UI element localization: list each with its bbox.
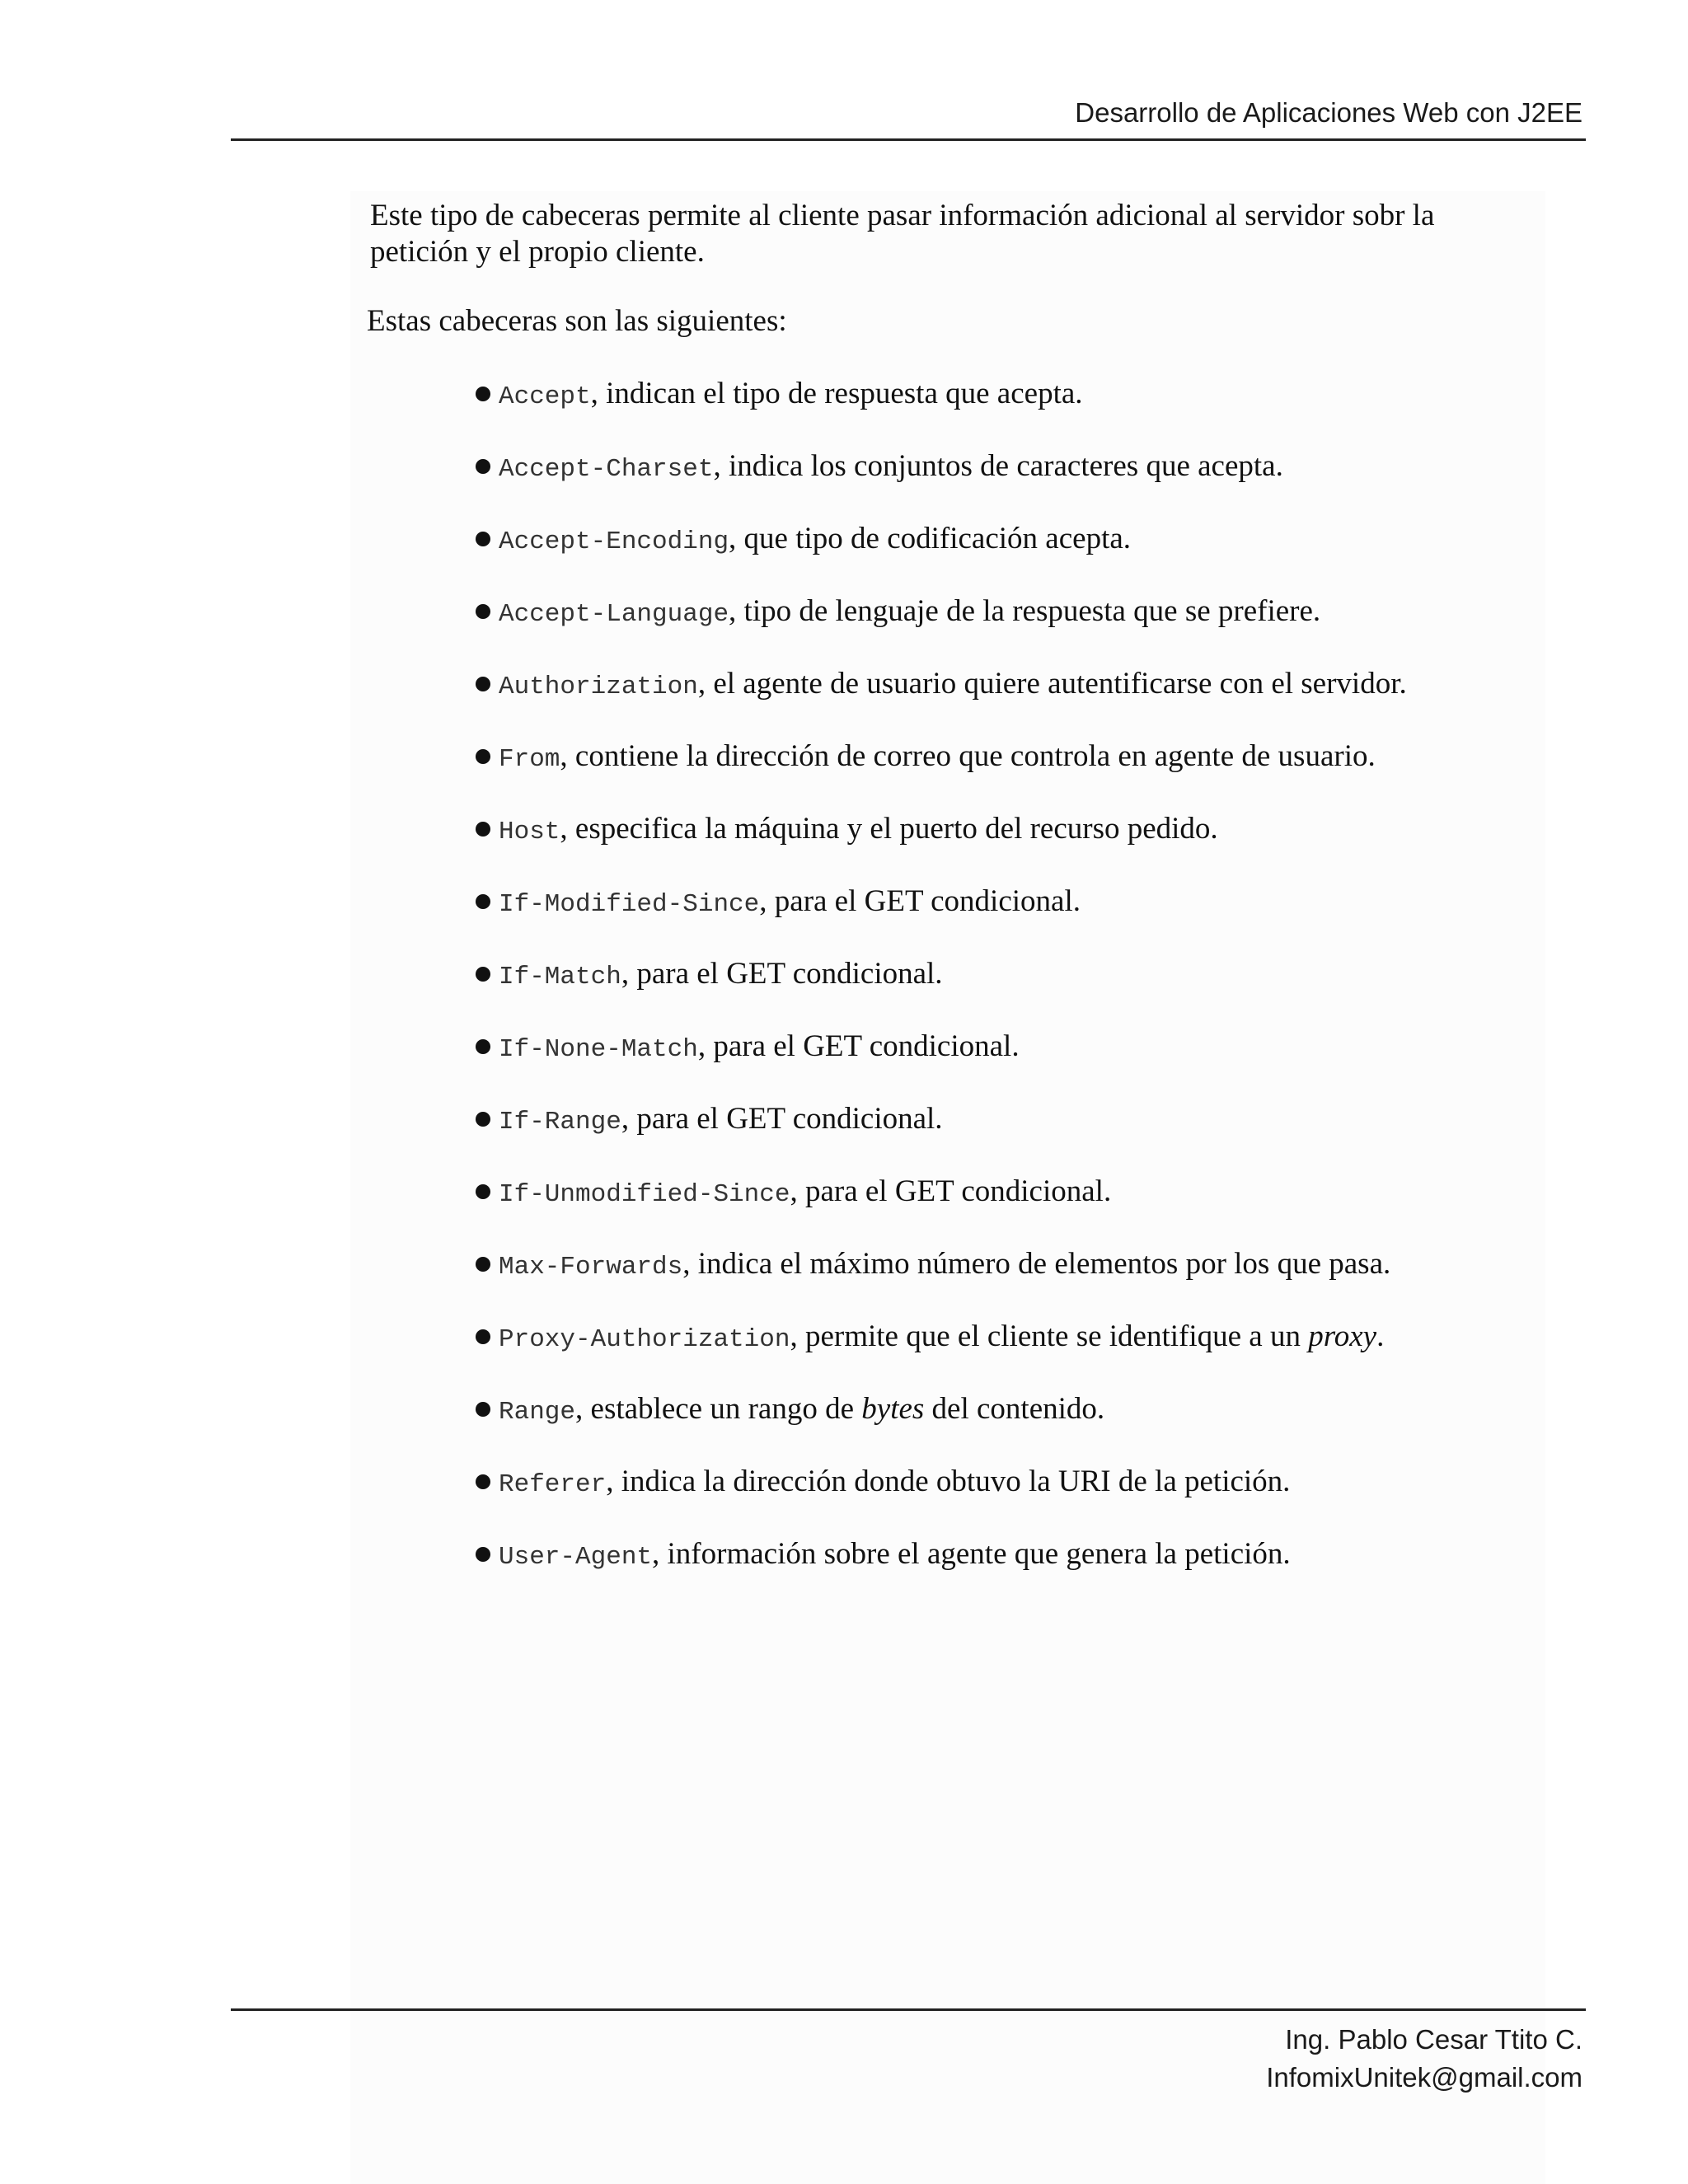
header-name: Range xyxy=(499,1398,576,1427)
bullet-icon xyxy=(476,459,490,474)
header-description: , indica el máximo número de elementos por los que pasa. xyxy=(682,1247,1391,1281)
header-name: If-Modified-Since xyxy=(499,890,760,919)
header-description: , para el GET condicional. xyxy=(697,1029,1020,1063)
list-item xyxy=(367,448,1537,521)
document-title: Desarrollo de Aplicaciones Web con J2EE xyxy=(1075,97,1582,128)
header-description: , para el GET condicional. xyxy=(790,1174,1112,1208)
header-name: If-Range xyxy=(499,1108,621,1137)
header-name: Referer xyxy=(499,1470,607,1499)
header-description: , que tipo de codificación acepta. xyxy=(729,522,1132,555)
header-name: Proxy-Authorization xyxy=(499,1325,790,1354)
header-name: Accept-Encoding xyxy=(499,527,729,556)
header-description: , para el GET condicional. xyxy=(621,1102,943,1136)
bullet-icon xyxy=(476,1402,490,1417)
header-name: Max-Forwards xyxy=(499,1253,683,1282)
list-item xyxy=(367,666,1537,738)
header-name: If-Unmodified-Since xyxy=(499,1180,790,1209)
list-item xyxy=(367,521,1537,593)
header-name: If-None-Match xyxy=(499,1035,698,1064)
header-name: Accept-Charset xyxy=(499,455,714,484)
list-item xyxy=(367,1101,1537,1174)
header-description-emphasis: bytes xyxy=(861,1392,925,1426)
header-description: , especifica la máquina y el puerto del recurso pedido. xyxy=(560,812,1218,846)
list-item xyxy=(367,1536,1537,1609)
header-name: From xyxy=(499,745,560,774)
header-description-end: del contenido. xyxy=(924,1392,1105,1426)
bullet-icon xyxy=(476,1039,490,1054)
header-description: , indica la dirección donde obtuvo la URI de la petición. xyxy=(606,1465,1291,1498)
list-item xyxy=(367,811,1537,883)
page-footer xyxy=(231,2008,1586,2093)
footer-email: InfomixUnitek@gmail.com xyxy=(1266,2062,1582,2093)
bullet-icon xyxy=(476,822,490,837)
bullet-icon xyxy=(476,1474,490,1489)
header-name: User-Agent xyxy=(499,1543,653,1572)
footer-author: Ing. Pablo Cesar Ttito C. xyxy=(1285,2024,1582,2055)
list-item xyxy=(367,1029,1537,1101)
bullet-icon xyxy=(476,1184,490,1199)
bullet-icon xyxy=(476,1329,490,1344)
footer-contact xyxy=(1266,2021,1582,2097)
bullet-icon xyxy=(476,967,490,982)
bullet-icon xyxy=(476,532,490,546)
list-item xyxy=(367,1246,1537,1319)
list-item xyxy=(367,1391,1537,1464)
header-description: , el agente de usuario quiere autentificarse con el servidor. xyxy=(697,667,1407,701)
intro-paragraph: Este tipo de cabeceras permite al cliente pasar información adicional al servidor sobr la petición y el propio cliente. xyxy=(370,199,1435,269)
header-name: If-Match xyxy=(499,963,621,991)
bullet-icon xyxy=(476,1547,490,1562)
list-item xyxy=(367,1174,1537,1246)
header-description: , tipo de lenguaje de la respuesta que se prefiere. xyxy=(729,594,1321,628)
bullet-icon xyxy=(476,1257,490,1272)
list-item xyxy=(367,593,1537,666)
bullet-icon xyxy=(476,677,490,691)
list-item xyxy=(367,738,1537,811)
page-header xyxy=(231,97,1586,141)
list-item xyxy=(367,956,1537,1029)
header-description: , para el GET condicional. xyxy=(621,957,943,991)
header-description: , para el GET condicional. xyxy=(759,884,1081,918)
header-name: Host xyxy=(499,818,560,846)
header-description: , indican el tipo de respuesta que acepta. xyxy=(590,377,1083,410)
bullet-icon xyxy=(476,1112,490,1127)
header-name: Accept xyxy=(499,382,591,411)
bullet-icon xyxy=(476,894,490,909)
bullet-icon xyxy=(476,749,490,764)
list-item xyxy=(367,376,1537,448)
header-description: , información sobre el agente que genera la petición. xyxy=(652,1537,1291,1571)
request-headers-list xyxy=(367,376,1537,1609)
list-lead: Estas cabeceras son las siguientes: xyxy=(367,304,787,338)
header-description: , establece un rango de xyxy=(575,1392,862,1426)
page-content xyxy=(367,198,1537,1609)
list-item xyxy=(367,1319,1537,1391)
header-description-end: . xyxy=(1376,1319,1385,1353)
bullet-icon xyxy=(476,387,490,401)
list-item xyxy=(367,883,1537,956)
header-name: Authorization xyxy=(499,673,698,701)
header-description: , indica los conjuntos de caracteres que acepta. xyxy=(713,449,1283,483)
header-description-emphasis: proxy xyxy=(1308,1319,1377,1353)
list-item xyxy=(367,1464,1537,1536)
bullet-icon xyxy=(476,604,490,619)
header-description: , permite que el cliente se identifique a un xyxy=(790,1319,1309,1353)
header-name: Accept-Language xyxy=(499,600,729,629)
header-description: , contiene la dirección de correo que controla en agente de usuario. xyxy=(560,739,1376,773)
